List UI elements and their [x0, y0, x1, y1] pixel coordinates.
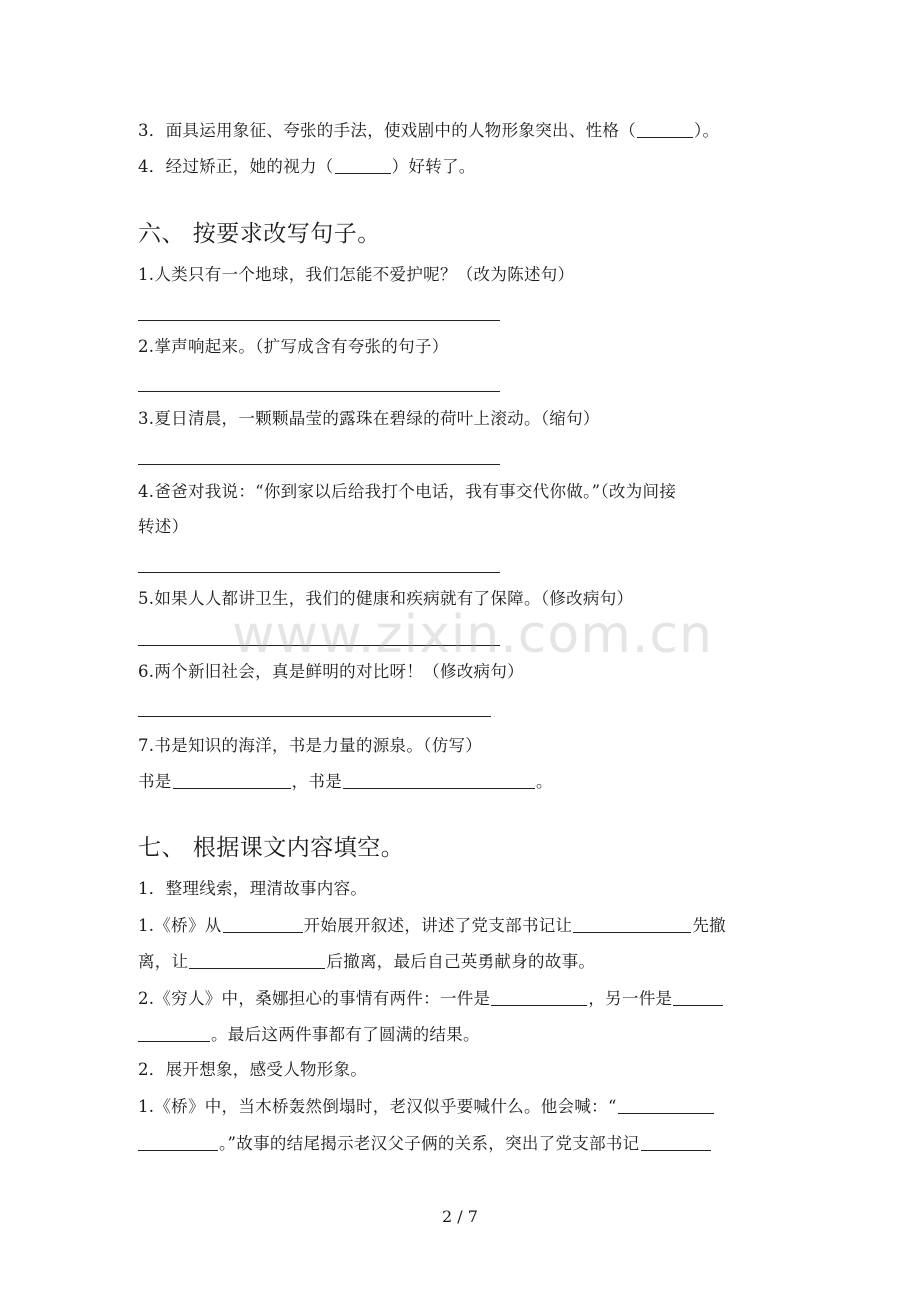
question-6-1: 1.人类只有一个地球，我们怎能不爱护呢？（改为陈述句） — [138, 265, 575, 284]
question-text: 。最后这两件事都有了圆满的结果。 — [211, 1025, 480, 1044]
question-text: ）。 — [694, 121, 720, 140]
answer-blank[interactable] — [138, 1025, 210, 1042]
answer-blank[interactable] — [637, 121, 693, 138]
question-text: 1.《桥》中，当木桥轰然倒塌时，老汉似乎要喊什么。他会喊：“ — [138, 1097, 617, 1116]
answer-line[interactable] — [138, 320, 500, 321]
question-text: 后撤离，最后自己英勇献身的故事。 — [326, 952, 596, 971]
question-text: 开始展开叙述，讲述了党支部书记让 — [303, 916, 573, 935]
question-7-1-1-cont — [138, 952, 595, 972]
answer-line[interactable] — [138, 464, 500, 465]
question-text: 。”故事的结尾揭示老汉父子俩的关系，突出了党支部书记 — [219, 1134, 640, 1153]
question-text: ，另一件是 — [588, 989, 673, 1008]
question-text: 3．面具运用象征、夸张的手法，使戏剧中的人物形象突出、性格（ — [138, 121, 636, 140]
answer-text: ，书是 — [291, 772, 343, 791]
question-7-1-2 — [138, 989, 724, 1009]
question-6-4-cont: 转述） — [138, 517, 189, 536]
part-2-title: 2．展开想象，感受人物形象。 — [138, 1060, 368, 1079]
section-6-heading: 六、 按要求改写句子。 — [138, 221, 381, 247]
answer-blank[interactable] — [223, 916, 303, 933]
answer-blank[interactable] — [641, 1134, 711, 1151]
question-text: 2.《穷人》中，桑娜担心的事情有两件：一件是 — [138, 989, 491, 1008]
question-6-7: 7.书是知识的海洋，书是力量的源泉。（仿写） — [138, 736, 483, 755]
question-text: 离，让 — [138, 952, 189, 971]
question-text: 1.《桥》从 — [138, 916, 222, 935]
question-text: 先撤 — [692, 916, 726, 935]
part-1-title: 1．整理线索，理清故事内容。 — [138, 879, 368, 898]
question-6-5: 5.如果人人都讲卫生，我们的健康和疾病就有了保障。（修改病句） — [138, 589, 634, 608]
question-6-4: 4.爸爸对我说：“你到家以后给我打个电话，我有事交代你做。”（改为间接 — [138, 482, 677, 501]
question-7-2-1-cont — [138, 1134, 712, 1154]
answer-blank[interactable] — [491, 989, 587, 1006]
answer-blank[interactable] — [673, 989, 723, 1006]
section-7-heading: 七、 根据课文内容填空。 — [138, 835, 405, 861]
answer-blank[interactable] — [573, 916, 691, 933]
answer-line[interactable] — [138, 716, 491, 717]
question-text: ）好转了。 — [391, 157, 476, 176]
answer-text: 。 — [536, 772, 553, 791]
page-number: 2 / 7 — [442, 1207, 478, 1226]
question-6-3: 3.夏日清晨，一颗颗晶莹的露珠在碧绿的荷叶上滚动。（缩句） — [138, 409, 600, 428]
question-6-7-answer — [138, 772, 553, 792]
question-6-2: 2.掌声响起来。（扩写成含有夸张的句子） — [138, 337, 449, 356]
answer-blank[interactable] — [189, 952, 325, 969]
question-7-2-1 — [138, 1097, 715, 1117]
watermark: www.zixin.com.cn — [232, 605, 713, 665]
question-6-6: 6.两个新旧社会，真是鲜明的对比呀！（修改病句） — [138, 662, 524, 681]
answer-blank[interactable] — [618, 1097, 714, 1114]
answer-line[interactable] — [138, 572, 500, 573]
question-7-1-2-cont — [138, 1025, 480, 1045]
answer-text: 书是 — [138, 772, 172, 791]
answer-line[interactable] — [138, 391, 500, 392]
answer-blank[interactable] — [335, 157, 391, 174]
question-5-3 — [138, 121, 719, 141]
question-5-4 — [138, 157, 476, 177]
answer-blank[interactable] — [173, 772, 291, 789]
question-7-1-1 — [138, 916, 726, 936]
answer-blank[interactable] — [138, 1134, 218, 1151]
answer-blank[interactable] — [343, 772, 535, 789]
question-text: 4．经过矫正，她的视力（ — [138, 157, 334, 176]
